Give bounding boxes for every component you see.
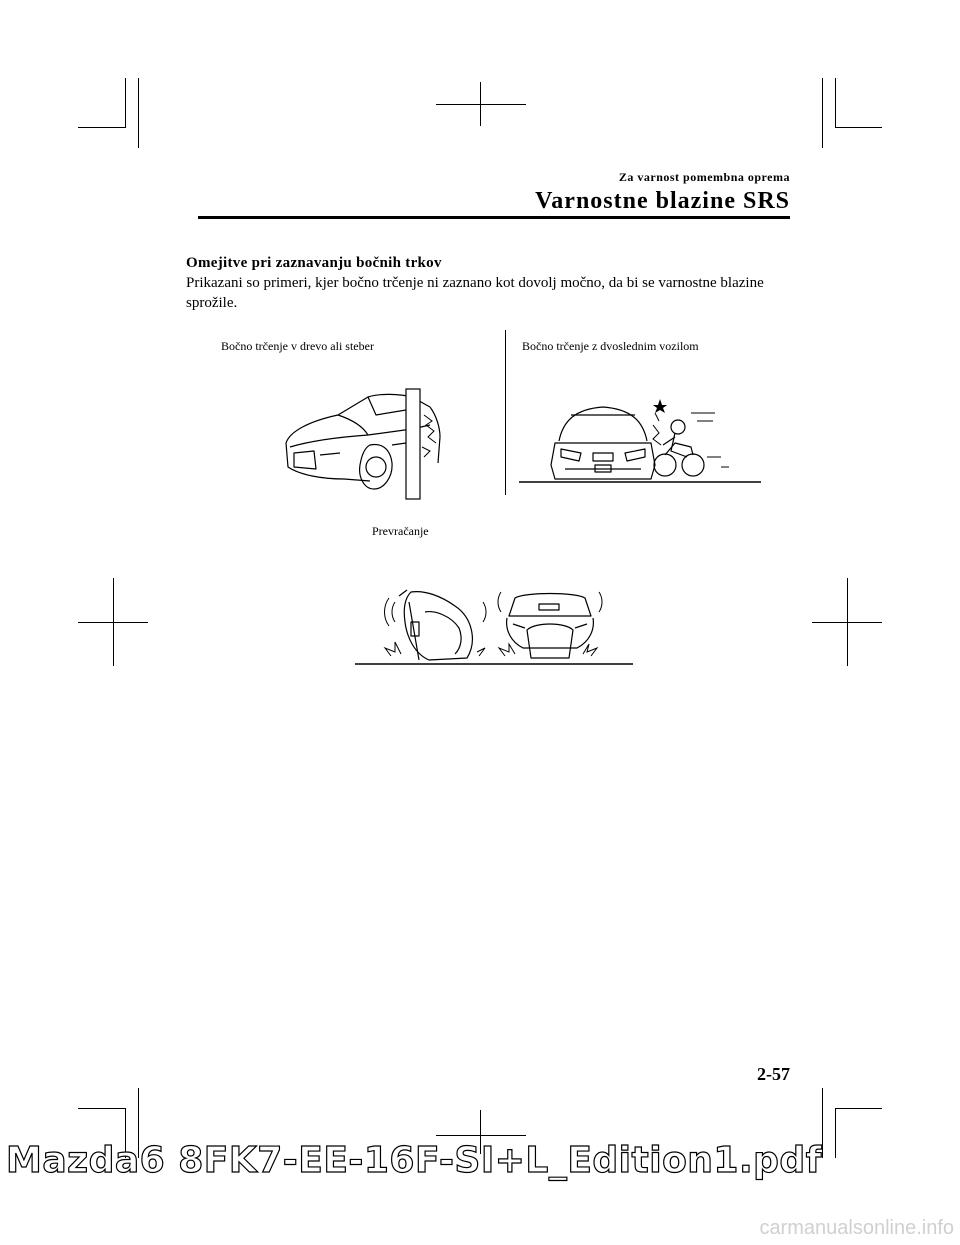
section-category: Za varnost pomembna oprema: [618, 170, 790, 184]
illustration-pole-collision: [280, 385, 470, 500]
paragraph: Prikazani so primeri, kjer bočno trčenje ni zaznano kot dovolj močno, da bi se varnostne blazine sprožile.: [186, 275, 764, 311]
figure-separator: [505, 330, 506, 495]
section-title: Varnostne blazine SRS: [535, 188, 790, 214]
page-number: 2-57: [757, 1064, 790, 1084]
illustration-motorcycle-collision: [515, 395, 765, 487]
subheading: Omejitve pri zaznavanju bočnih trkov: [186, 255, 442, 271]
figure-label-tree: Bočno trčenje v drevo ali steber: [221, 339, 374, 353]
header-rule: [198, 216, 790, 219]
illustration-rollover: [355, 582, 635, 670]
figure-label-motorcycle: Bočno trčenje z dvoslednim vozilom: [522, 339, 699, 353]
figure-label-rollover: Prevračanje: [372, 524, 429, 538]
footer-filename: Mazda6 8FK7-EE-16F-SI+L_Edition1.pdf: [6, 1140, 822, 1181]
watermark: carmanualsonline.info: [759, 1217, 954, 1239]
